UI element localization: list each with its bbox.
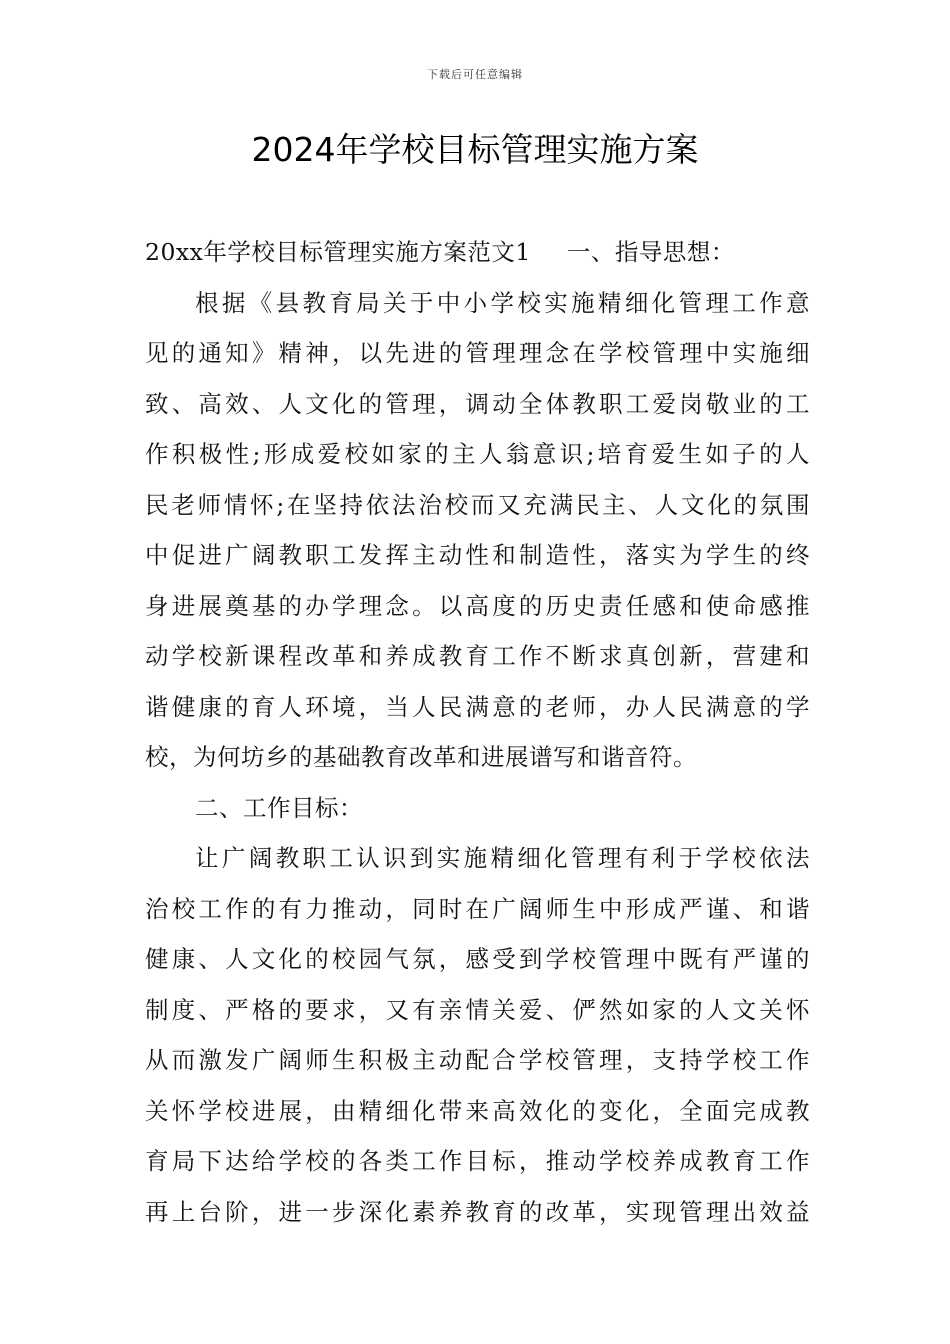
intro-line	[145, 227, 810, 278]
section2-heading: 二、工作目标：	[195, 793, 363, 822]
paragraph-line: 制度、严格的要求，又有亲情关爱、俨然如家的人文关怀	[145, 995, 810, 1024]
paragraph-line: 见的通知》精神，以先进的管理理念在学校管理中实施细	[145, 339, 810, 367]
section1-heading: 一、指导思想：	[566, 238, 735, 266]
paragraph-line: 校，为何坊乡的基础教育改革和进展谱写和谐音符。	[145, 743, 697, 771]
header-note: 下载后可任意编辑	[427, 68, 523, 81]
paragraph-line: 关怀学校进展，由精细化带来高效化的变化，全面完成教	[145, 1096, 810, 1125]
paragraph-line: 身进展奠基的办学理念。以高度的历史责任感和使命感推	[145, 591, 810, 620]
paragraph-line: 让广阔教职工认识到实施精细化管理有利于学校依法	[195, 844, 810, 872]
paragraph-line: 作积极性;形成爱校如家的主人翁意识;培育爱生如子的人	[145, 440, 810, 468]
sample-label: 20xx年学校目标管理实施方案范文1	[145, 238, 531, 266]
paragraph-line: 动学校新课程改革和养成教育工作不断求真创新，营建和	[145, 642, 810, 670]
document-body	[145, 227, 810, 1237]
paragraph-line: 民老师情怀;在坚持依法治校而又充满民主、人文化的氛围	[145, 490, 810, 519]
paragraph-line: 根据《县教育局关于中小学校实施精细化管理工作意	[195, 288, 810, 317]
paragraph-line: 从而激发广阔师生积极主动配合学校管理，支持学校工作	[145, 1046, 810, 1074]
paragraph-line: 谐健康的育人环境，当人民满意的老师，办人民满意的学	[145, 692, 810, 721]
document-title: 2024年学校目标管理实施方案	[251, 130, 699, 169]
paragraph-line: 健康、人文化的校园气氛，感受到学校管理中既有严谨的	[145, 945, 810, 973]
paragraph-line: 再上台阶，进一步深化素养教育的改革，实现管理出效益	[145, 1197, 810, 1226]
paragraph-line: 治校工作的有力推动，同时在广阔师生中形成严谨、和谐	[145, 894, 810, 923]
paragraph-line: 育局下达给学校的各类工作目标，推动学校养成教育工作	[145, 1147, 810, 1175]
paragraph-line: 致、高效、人文化的管理，调动全体教职工爱岗敬业的工	[145, 389, 810, 418]
paragraph-line: 中促进广阔教职工发挥主动性和制造性，落实为学生的终	[145, 541, 810, 569]
